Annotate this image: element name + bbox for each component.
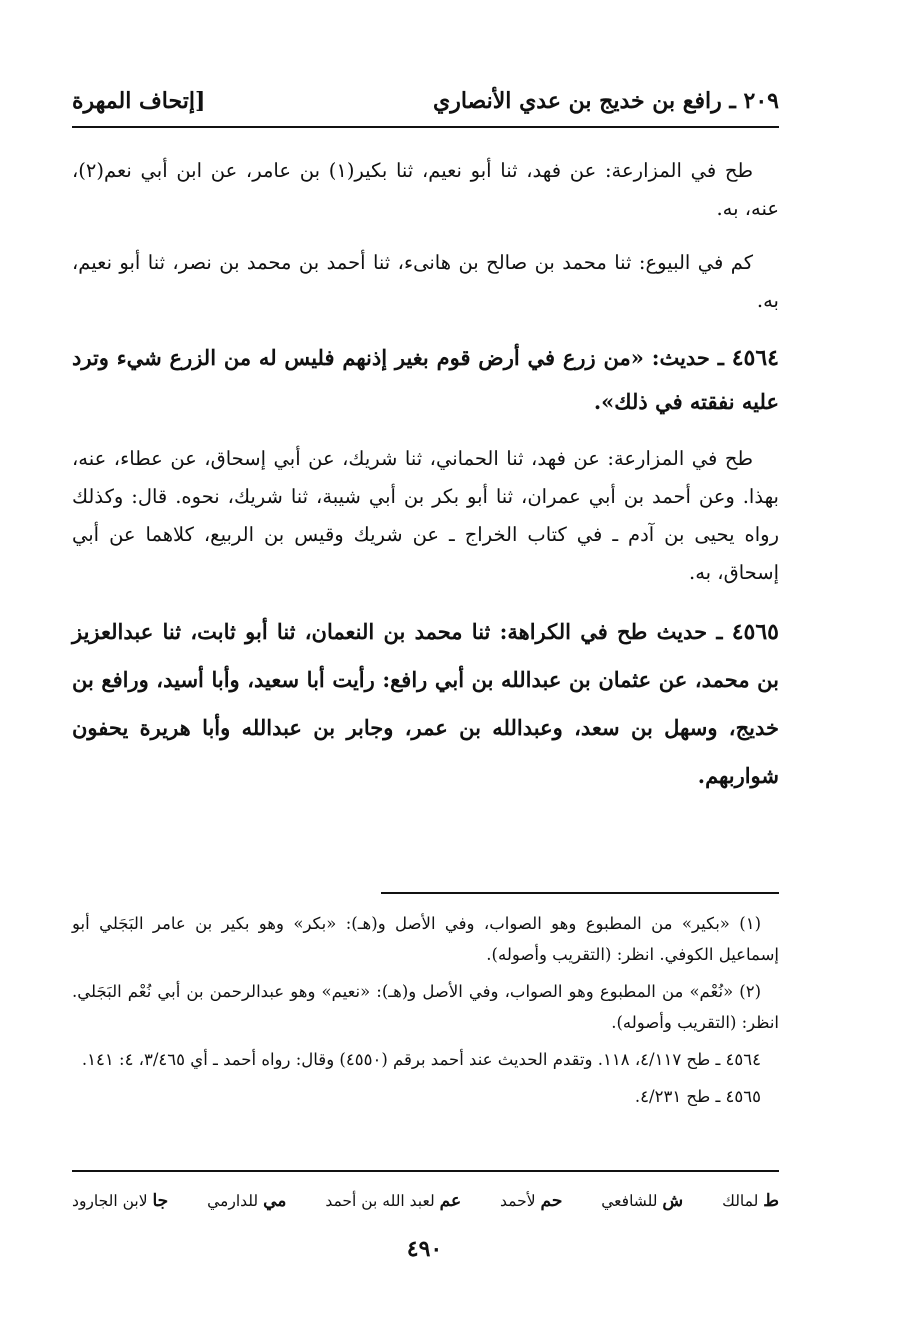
- paragraph-3: طح في المزارعة: عن فهد، ثنا الحماني، ثنا شريك، عن أبي إسحاق، عن عطاء، عنه، بهذا. وعن أحمد بن أبي عمران، ثنا أبو بكر بن أبي شيبة، ثنا شريك، نحوه. قال: وكذلك رواه يحيى بن آدم ـ في كتاب الخراج ـ عن شريك وقيس بن الربيع، كلاهما عن أبي إسحاق، به.: [72, 447, 779, 584]
- paragraph-1: طح في المزارعة: عن فهد، ثنا أبو نعيم، ثنا بكير(١) بن عامر، عن ابن أبي نعم(٢)، عنه، به.: [72, 159, 779, 220]
- hadith-text: ـ حديث طح في الكراهة: ثنا محمد بن النعمان، ثنا أبو ثابت، ثنا عبدالعزيز بن محمد، عن عثمان بن عبدالله بن أبي رافع: رأيت أبا سعيد، وأبا أسيد، ورافع بن خديج، وسهل بن سعد، وعبدالله بن عمر، وجابر بن عبدالله وأبا هريرة يحفون شواربهم.: [72, 619, 779, 788]
- legend-item: جا لابن الجارود: [72, 1191, 169, 1211]
- legend-item: حم لأحمد: [500, 1191, 563, 1211]
- main-text: [72, 152, 779, 816]
- legend-item: عم لعبد الله بن أحمد: [325, 1191, 462, 1211]
- footnote-1: (١) «بكير» من المطبوع وهو الصواب، وفي الأصل و(هـ): «بكر» وهو بكير بن عامر البَجَلي أبو إسماعيل الكوفي. انظر: (التقريب وأصوله).: [72, 914, 779, 964]
- footnotes: [72, 908, 779, 1118]
- header-rule: [72, 126, 779, 128]
- page-number: ٤٩٠: [406, 1236, 443, 1262]
- abbreviation-legend: [72, 1184, 779, 1218]
- hadith-number: ٤٥٦٤: [731, 345, 779, 371]
- chapter-title: ٢٠٩ ـ رافع بن خديج بن عدي الأنصاري: [433, 88, 779, 114]
- legend-item: ش للشافعي: [601, 1191, 684, 1211]
- hadith-4565: [72, 608, 779, 800]
- footnote-3: ٤٥٦٤ ـ طح ٤/١١٧، ١١٨. وتقدم الحديث عند أحمد برقم (٤٥٥٠) وقال: رواه أحمد ـ أي ٣/٤٦٥، ٤: ١٤١.: [81, 1050, 761, 1069]
- hadith-number: ٤٥٦٥: [731, 619, 779, 645]
- paragraph-2: كم في البيوع: ثنا محمد بن صالح بن هانىء، ثنا أحمد بن محمد بن نصر، ثنا أبو نعيم، به.: [72, 251, 779, 312]
- hadith-text: ـ حديث: «من زرع في أرض قوم بغير إذنهم فليس له من الزرع شيء وترد عليه نفقته في ذلك».: [72, 345, 779, 414]
- legend-item: مي للدارمي: [207, 1191, 287, 1211]
- footnote-4: ٤٥٦٥ ـ طح ٤/٢٣١.: [634, 1087, 761, 1106]
- footnote-rule: [381, 892, 779, 894]
- running-header: [72, 78, 779, 124]
- legend-rule: [72, 1170, 779, 1172]
- footnote-2: (٢) «نُعْم» من المطبوع وهو الصواب، وفي الأصل و(هـ): «نعيم» وهو عبدالرحمن بن أبي نُعْم البَجَلي. انظر: (التقريب وأصوله).: [72, 982, 779, 1032]
- book-title: [إتحاف المهرة: [72, 88, 206, 114]
- hadith-4564: [72, 336, 779, 424]
- legend-item: ط لمالك: [722, 1191, 779, 1211]
